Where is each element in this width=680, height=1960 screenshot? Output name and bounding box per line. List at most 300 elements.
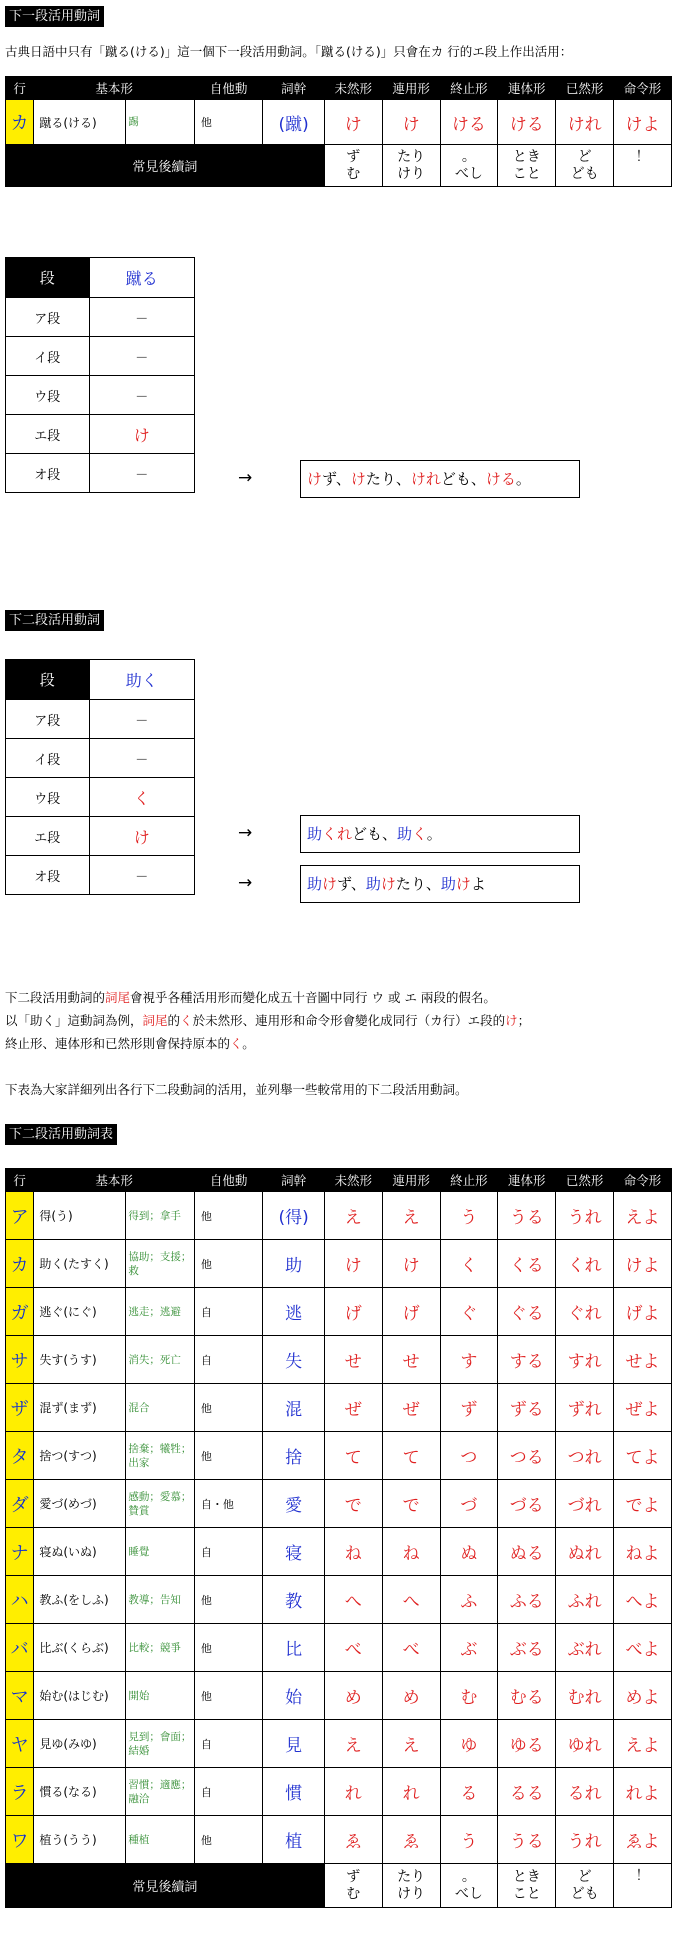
text: け bbox=[505, 1013, 518, 1028]
form-cell: ずれ bbox=[556, 1384, 614, 1432]
form-cell: つ bbox=[440, 1432, 498, 1480]
stem-cell: 混 bbox=[263, 1384, 324, 1432]
follow-row bbox=[6, 145, 672, 187]
follow-word: けり bbox=[397, 1885, 426, 1902]
jita-cell: 他 bbox=[194, 1240, 262, 1288]
jita-cell: 他 bbox=[194, 1192, 262, 1240]
example-box-keru bbox=[300, 460, 580, 498]
text: 以「助く」這動詞為例， bbox=[5, 1013, 143, 1028]
base-form-cell: 助く(たすく) bbox=[34, 1240, 126, 1288]
form-cell: け bbox=[324, 1240, 382, 1288]
section-header-nidan-table: 下二段活用動詞表 bbox=[5, 1124, 117, 1145]
gyo-cell: タ bbox=[6, 1432, 34, 1480]
table-row bbox=[6, 1672, 672, 1720]
form-cell: ぜ bbox=[382, 1384, 440, 1432]
gyo-cell: カ bbox=[6, 100, 34, 145]
stem-cell: 愛 bbox=[263, 1480, 324, 1528]
gyo-cell: ダ bbox=[6, 1480, 34, 1528]
table-header-row bbox=[6, 77, 672, 100]
column-header: 詞幹 bbox=[263, 1169, 324, 1192]
follow-cell bbox=[498, 1864, 556, 1908]
follow-word: ず bbox=[346, 1868, 361, 1885]
table-row bbox=[6, 1480, 672, 1528]
form-cell: ふれ bbox=[556, 1576, 614, 1624]
form-cell: えよ bbox=[614, 1720, 672, 1768]
follow-word: ！ bbox=[635, 1868, 650, 1884]
table-row bbox=[6, 1384, 672, 1432]
base-form-cell: 逃ぐ(にぐ) bbox=[34, 1288, 126, 1336]
form-cell: ぬる bbox=[498, 1528, 556, 1576]
base-form-cell: 捨つ(すつ) bbox=[34, 1432, 126, 1480]
form-cell: むる bbox=[498, 1672, 556, 1720]
explanation-line-2 bbox=[5, 1011, 530, 1031]
table-row bbox=[6, 1192, 672, 1240]
gyo-cell: ワ bbox=[6, 1816, 34, 1864]
dan-table-tasuku bbox=[5, 659, 195, 895]
form-cell: えよ bbox=[614, 1192, 672, 1240]
form-cell: べ bbox=[382, 1624, 440, 1672]
form-cell: け bbox=[382, 1240, 440, 1288]
form-cell: づれ bbox=[556, 1480, 614, 1528]
column-header: 行 bbox=[6, 77, 34, 100]
base-form-cell: 慣る(なる) bbox=[34, 1768, 126, 1816]
form-cell: ぜよ bbox=[614, 1384, 672, 1432]
column-header: 自他動 bbox=[194, 1169, 262, 1192]
stem-cell: 慣 bbox=[263, 1768, 324, 1816]
jita-cell: 自・他 bbox=[194, 1480, 262, 1528]
meaning-cell: 見到；會面；結婚 bbox=[126, 1720, 194, 1768]
arrow: → bbox=[238, 873, 253, 893]
dan-value: － bbox=[89, 856, 194, 895]
example-part: 。 bbox=[515, 470, 531, 488]
example-box-e bbox=[300, 865, 580, 903]
form-cell: けよ bbox=[614, 1240, 672, 1288]
explanation-line-3 bbox=[5, 1034, 255, 1054]
column-header: 命令形 bbox=[614, 1169, 672, 1192]
form-cell: え bbox=[382, 1720, 440, 1768]
meaning-cell: 感動；愛慕；贊賞 bbox=[126, 1480, 194, 1528]
form-cell: く bbox=[440, 1240, 498, 1288]
table-row bbox=[6, 1528, 672, 1576]
form-cell: ゆる bbox=[498, 1720, 556, 1768]
follow-cell bbox=[614, 1864, 672, 1908]
gyo-cell: ア bbox=[6, 1192, 34, 1240]
follow-word: む bbox=[346, 165, 361, 182]
form-cell: ぶる bbox=[498, 1624, 556, 1672]
form-cell: ゑよ bbox=[614, 1816, 672, 1864]
column-header: 連用形 bbox=[382, 77, 440, 100]
column-header: 命令形 bbox=[614, 77, 672, 100]
form-cell: めよ bbox=[614, 1672, 672, 1720]
text: 會視乎各種活用形而變化成五十音圖中同行 ウ 或 エ 兩段的假名。 bbox=[130, 990, 496, 1005]
gyo-cell: ラ bbox=[6, 1768, 34, 1816]
form-cell: れ bbox=[382, 1768, 440, 1816]
follow-word: べし bbox=[454, 165, 483, 182]
base-form-cell: 混ず(まず) bbox=[34, 1384, 126, 1432]
follow-word: ども bbox=[570, 165, 599, 182]
follow-label: 常見後續詞 bbox=[6, 1864, 325, 1908]
text: 下二段活用動詞的 bbox=[5, 990, 106, 1005]
form-cell: べ bbox=[324, 1624, 382, 1672]
table-row bbox=[6, 1288, 672, 1336]
form-cell: う bbox=[440, 1816, 498, 1864]
example-part: たり、 bbox=[365, 470, 411, 488]
form-cell: げ bbox=[324, 1288, 382, 1336]
follow-row bbox=[6, 1864, 672, 1908]
form-cell: ねよ bbox=[614, 1528, 672, 1576]
dan-row bbox=[6, 700, 195, 739]
dan-head-verb: 助く bbox=[89, 660, 194, 700]
dan-value: － bbox=[89, 337, 194, 376]
example-part: ども、 bbox=[352, 825, 398, 843]
base-form-cell: 植う(うう) bbox=[34, 1816, 126, 1864]
jita-cell: 自 bbox=[194, 1720, 262, 1768]
meaning-cell: 消失；死亡 bbox=[126, 1336, 194, 1384]
table-row bbox=[6, 1240, 672, 1288]
form-cell: う bbox=[440, 1192, 498, 1240]
jita-cell: 他 bbox=[194, 1624, 262, 1672]
dan-label: エ段 bbox=[6, 415, 90, 454]
form-cell: すれ bbox=[556, 1336, 614, 1384]
follow-word: とき bbox=[512, 148, 541, 165]
base-form-cell: 比ぶ(くらぶ) bbox=[34, 1624, 126, 1672]
gyo-cell: ガ bbox=[6, 1288, 34, 1336]
stem-cell: 植 bbox=[263, 1816, 324, 1864]
example-part: け bbox=[350, 470, 366, 488]
example-part: ず、 bbox=[337, 875, 366, 893]
form-cell: るれ bbox=[556, 1768, 614, 1816]
example-part: け bbox=[455, 875, 471, 893]
form-cell: ふる bbox=[498, 1576, 556, 1624]
stem-cell: 寝 bbox=[263, 1528, 324, 1576]
follow-cell bbox=[556, 1864, 614, 1908]
column-header: 終止形 bbox=[440, 1169, 498, 1192]
form-cell: て bbox=[382, 1432, 440, 1480]
form-cell: うる bbox=[498, 1816, 556, 1864]
dan-label: オ段 bbox=[6, 454, 90, 493]
dan-row bbox=[6, 817, 195, 856]
follow-cell bbox=[440, 145, 498, 187]
follow-word: 。 bbox=[461, 1868, 476, 1885]
stem-cell: 見 bbox=[263, 1720, 324, 1768]
follow-cell bbox=[382, 145, 440, 187]
example-part: 助 bbox=[440, 875, 456, 893]
column-header: 未然形 bbox=[324, 1169, 382, 1192]
example-part: 助 bbox=[307, 825, 323, 843]
jita-cell: 自 bbox=[194, 1336, 262, 1384]
column-header: 基本形 bbox=[34, 77, 195, 100]
base-form-cell: 見ゆ(みゆ) bbox=[34, 1720, 126, 1768]
base-form-cell: 教ふ(をしふ) bbox=[34, 1576, 126, 1624]
form-cell: うる bbox=[498, 1192, 556, 1240]
follow-word: けり bbox=[397, 165, 426, 182]
dan-row bbox=[6, 454, 195, 493]
base-form-cell: 寝ぬ(いぬ) bbox=[34, 1528, 126, 1576]
base-form-cell: 失す(うす) bbox=[34, 1336, 126, 1384]
form-cell: ぜ bbox=[324, 1384, 382, 1432]
form-cell: つる bbox=[498, 1432, 556, 1480]
gyo-cell: サ bbox=[6, 1336, 34, 1384]
meaning-cell: 種植 bbox=[126, 1816, 194, 1864]
table-row bbox=[6, 1432, 672, 1480]
meaning-cell: 得到；拿手 bbox=[126, 1192, 194, 1240]
column-header: 未然形 bbox=[324, 77, 382, 100]
follow-label: 常見後續詞 bbox=[6, 145, 325, 187]
text: ； bbox=[517, 1013, 531, 1028]
dan-value: － bbox=[89, 700, 194, 739]
form-cell: ゑ bbox=[324, 1816, 382, 1864]
gyo-cell: バ bbox=[6, 1624, 34, 1672]
section-header-shimo-ichidan: 下一段活用動詞 bbox=[5, 6, 104, 27]
form-cell: け bbox=[324, 100, 382, 145]
example-part: 助 bbox=[307, 875, 323, 893]
example-part: ける bbox=[485, 470, 516, 488]
column-header: 自他動 bbox=[194, 77, 262, 100]
jita-cell: 他 bbox=[194, 100, 262, 145]
form-cell: す bbox=[440, 1336, 498, 1384]
form-cell: え bbox=[324, 1192, 382, 1240]
dan-row bbox=[6, 739, 195, 778]
base-form-cell: 得(う) bbox=[34, 1192, 126, 1240]
form-cell: ゆ bbox=[440, 1720, 498, 1768]
example-part: ず、 bbox=[322, 470, 351, 488]
dan-value: － bbox=[89, 298, 194, 337]
stem-cell: 助 bbox=[263, 1240, 324, 1288]
follow-cell bbox=[614, 145, 672, 187]
stem-cell: 教 bbox=[263, 1576, 324, 1624]
table-header-row bbox=[6, 1169, 672, 1192]
follow-word: ど bbox=[577, 148, 592, 165]
follow-word: ど bbox=[577, 1868, 592, 1885]
form-cell: せよ bbox=[614, 1336, 672, 1384]
section-header-shimo-nidan: 下二段活用動詞 bbox=[5, 610, 104, 631]
form-cell: けよ bbox=[614, 100, 672, 145]
form-cell: づ bbox=[440, 1480, 498, 1528]
meaning-cell: 比較；競爭 bbox=[126, 1624, 194, 1672]
example-part: けれ bbox=[410, 470, 441, 488]
column-header: 已然形 bbox=[556, 1169, 614, 1192]
stem-cell: (蹴) bbox=[263, 100, 324, 145]
form-cell: ずる bbox=[498, 1384, 556, 1432]
column-header: 終止形 bbox=[440, 77, 498, 100]
form-cell: うれ bbox=[556, 1816, 614, 1864]
example-part: 。 bbox=[426, 825, 442, 843]
meaning-cell: 混合 bbox=[126, 1384, 194, 1432]
table-row bbox=[6, 1768, 672, 1816]
example-part: け bbox=[307, 470, 323, 488]
jita-cell: 他 bbox=[194, 1384, 262, 1432]
meaning-cell: 協助；支援；救 bbox=[126, 1240, 194, 1288]
table-row bbox=[6, 1336, 672, 1384]
dan-row bbox=[6, 415, 195, 454]
example-part: たり、 bbox=[395, 875, 441, 893]
text: く bbox=[180, 1013, 193, 1028]
example-part: 助 bbox=[397, 825, 413, 843]
form-cell: え bbox=[324, 1720, 382, 1768]
explanation-line-1 bbox=[5, 988, 496, 1008]
jita-cell: 他 bbox=[194, 1576, 262, 1624]
dan-value: － bbox=[89, 454, 194, 493]
form-cell: め bbox=[382, 1672, 440, 1720]
form-cell: うれ bbox=[556, 1192, 614, 1240]
stem-cell: 捨 bbox=[263, 1432, 324, 1480]
follow-cell bbox=[382, 1864, 440, 1908]
form-cell: え bbox=[382, 1192, 440, 1240]
dan-label: オ段 bbox=[6, 856, 90, 895]
column-header: 連体形 bbox=[498, 1169, 556, 1192]
follow-cell bbox=[498, 145, 556, 187]
column-header: 基本形 bbox=[34, 1169, 195, 1192]
dan-head-label: 段 bbox=[6, 660, 90, 700]
text: 終止形、連体形和已然形則會保持原本的 bbox=[5, 1036, 231, 1051]
form-cell: ぐる bbox=[498, 1288, 556, 1336]
form-cell: ね bbox=[324, 1528, 382, 1576]
follow-cell bbox=[324, 1864, 382, 1908]
stem-cell: 始 bbox=[263, 1672, 324, 1720]
dan-row bbox=[6, 298, 195, 337]
meaning-cell: 踢 bbox=[126, 100, 194, 145]
form-cell: せ bbox=[324, 1336, 382, 1384]
follow-word: ず bbox=[346, 148, 361, 165]
column-header: 連体形 bbox=[498, 77, 556, 100]
stem-cell: 比 bbox=[263, 1624, 324, 1672]
form-cell: れよ bbox=[614, 1768, 672, 1816]
base-form-cell: 蹴る(ける) bbox=[34, 100, 126, 145]
form-cell: て bbox=[324, 1432, 382, 1480]
dan-label: イ段 bbox=[6, 337, 90, 376]
example-part: 助 bbox=[365, 875, 381, 893]
meaning-cell: 睡覺 bbox=[126, 1528, 194, 1576]
dan-label: ウ段 bbox=[6, 376, 90, 415]
follow-word: こと bbox=[512, 165, 541, 182]
form-cell: てよ bbox=[614, 1432, 672, 1480]
form-cell: する bbox=[498, 1336, 556, 1384]
table-row bbox=[6, 100, 672, 145]
form-cell: ぶれ bbox=[556, 1624, 614, 1672]
follow-word: ども bbox=[570, 1885, 599, 1902]
form-cell: ふ bbox=[440, 1576, 498, 1624]
form-cell: ゆれ bbox=[556, 1720, 614, 1768]
example-part: くれ bbox=[322, 825, 353, 843]
form-cell: げよ bbox=[614, 1288, 672, 1336]
column-header: 連用形 bbox=[382, 1169, 440, 1192]
gyo-cell: カ bbox=[6, 1240, 34, 1288]
form-cell: へよ bbox=[614, 1576, 672, 1624]
example-part: け bbox=[322, 875, 338, 893]
dan-row bbox=[6, 778, 195, 817]
follow-word: とき bbox=[512, 1868, 541, 1885]
jita-cell: 自 bbox=[194, 1768, 262, 1816]
form-cell: ける bbox=[440, 100, 498, 145]
form-cell: つれ bbox=[556, 1432, 614, 1480]
dan-label: ア段 bbox=[6, 298, 90, 337]
form-cell: べよ bbox=[614, 1624, 672, 1672]
explanation-line-4: 下表為大家詳細列出各行下二段動詞的活用，並列舉一些較常用的下二段活用動詞。 bbox=[5, 1082, 468, 1097]
dan-table-keru bbox=[5, 257, 195, 493]
form-cell: ぶ bbox=[440, 1624, 498, 1672]
dan-head-verb: 蹴る bbox=[89, 258, 194, 298]
follow-cell bbox=[440, 1864, 498, 1908]
form-cell: ぐ bbox=[440, 1288, 498, 1336]
gyo-cell: マ bbox=[6, 1672, 34, 1720]
follow-cell bbox=[324, 145, 382, 187]
follow-word: たり bbox=[397, 1868, 426, 1885]
column-header: 行 bbox=[6, 1169, 34, 1192]
meaning-cell: 教導；告知 bbox=[126, 1576, 194, 1624]
meaning-cell: 習慣；適應；融洽 bbox=[126, 1768, 194, 1816]
form-cell: ぬれ bbox=[556, 1528, 614, 1576]
form-cell: ね bbox=[382, 1528, 440, 1576]
text: 詞尾 bbox=[142, 1013, 168, 1028]
dan-label: ウ段 bbox=[6, 778, 90, 817]
jita-cell: 自 bbox=[194, 1288, 262, 1336]
example-part: け bbox=[380, 875, 396, 893]
dan-head-label: 段 bbox=[6, 258, 90, 298]
follow-cell bbox=[556, 145, 614, 187]
nidan-conjugation-table bbox=[5, 1168, 672, 1908]
gyo-cell: ザ bbox=[6, 1384, 34, 1432]
meaning-cell: 開始 bbox=[126, 1672, 194, 1720]
form-cell: ける bbox=[498, 100, 556, 145]
form-cell: れ bbox=[324, 1768, 382, 1816]
intro-text: 古典日語中只有「蹴る(ける)」這一個下一段活用動詞。「蹴る(ける)」只會在カ 行的エ段上作出活用： bbox=[5, 44, 573, 59]
text: 詞尾 bbox=[105, 990, 131, 1005]
example-part: ども、 bbox=[440, 470, 486, 488]
follow-word: む bbox=[346, 1885, 361, 1902]
form-cell: け bbox=[382, 100, 440, 145]
dan-value: － bbox=[89, 376, 194, 415]
form-cell: けれ bbox=[556, 100, 614, 145]
form-cell: るる bbox=[498, 1768, 556, 1816]
form-cell: せ bbox=[382, 1336, 440, 1384]
ichidan-conjugation-table bbox=[5, 76, 672, 187]
base-form-cell: 愛づ(めづ) bbox=[34, 1480, 126, 1528]
text: 於未然形、連用形和命令形會變化成同行（カ行）エ段的 bbox=[192, 1013, 506, 1028]
follow-word: ！ bbox=[635, 149, 650, 165]
stem-cell: (得) bbox=[263, 1192, 324, 1240]
jita-cell: 他 bbox=[194, 1816, 262, 1864]
form-cell: む bbox=[440, 1672, 498, 1720]
text: く bbox=[230, 1036, 243, 1051]
stem-cell: 逃 bbox=[263, 1288, 324, 1336]
form-cell: で bbox=[382, 1480, 440, 1528]
base-form-cell: 始む(はじむ) bbox=[34, 1672, 126, 1720]
form-cell: ず bbox=[440, 1384, 498, 1432]
text: 。 bbox=[242, 1036, 255, 1051]
gyo-cell: ハ bbox=[6, 1576, 34, 1624]
follow-word: たり bbox=[397, 148, 426, 165]
form-cell: づる bbox=[498, 1480, 556, 1528]
dan-value: － bbox=[89, 739, 194, 778]
table-row bbox=[6, 1720, 672, 1768]
dan-row bbox=[6, 337, 195, 376]
dan-value: く bbox=[89, 778, 194, 817]
text: 的 bbox=[167, 1013, 181, 1028]
example-part: よ bbox=[470, 875, 486, 893]
form-cell: で bbox=[324, 1480, 382, 1528]
column-header: 詞幹 bbox=[263, 77, 324, 100]
meaning-cell: 逃走；逃避 bbox=[126, 1288, 194, 1336]
arrow: → bbox=[238, 823, 253, 843]
meaning-cell: 捨棄；犧牲；出家 bbox=[126, 1432, 194, 1480]
form-cell: むれ bbox=[556, 1672, 614, 1720]
dan-label: エ段 bbox=[6, 817, 90, 856]
jita-cell: 他 bbox=[194, 1672, 262, 1720]
gyo-cell: ナ bbox=[6, 1528, 34, 1576]
dan-row bbox=[6, 376, 195, 415]
stem-cell: 失 bbox=[263, 1336, 324, 1384]
jita-cell: 他 bbox=[194, 1432, 262, 1480]
